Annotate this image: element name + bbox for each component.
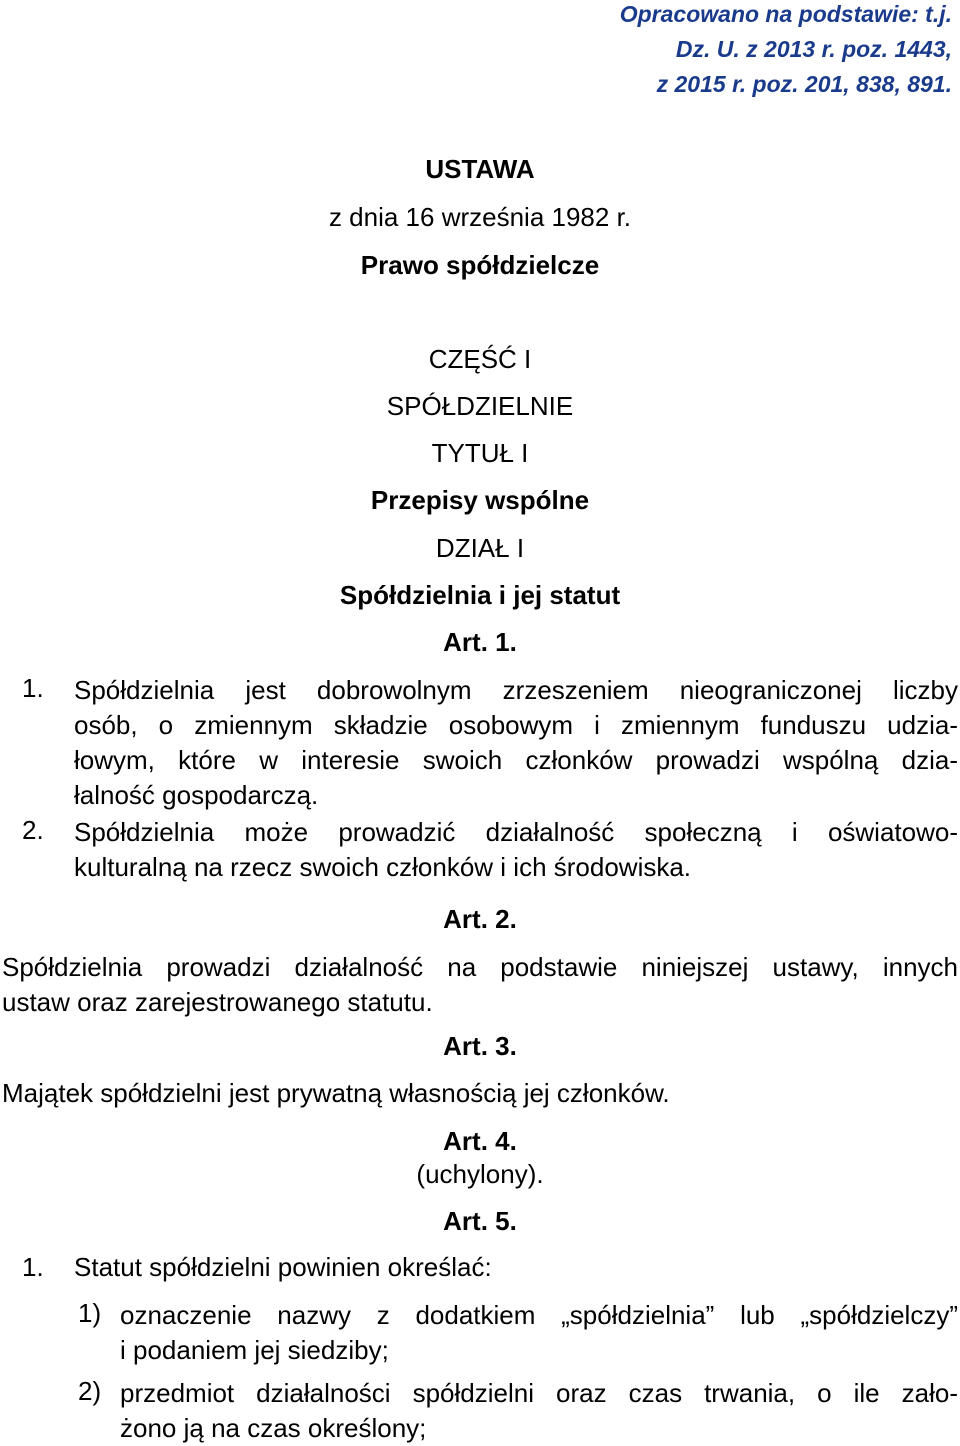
source-note-line-3: z 2015 r. poz. 201, 838, 891.	[656, 71, 952, 97]
art-3-heading: Art. 3.	[443, 1031, 517, 1061]
art-4-text: (uchylony).	[416, 1159, 544, 1189]
source-note-line-1: Opracowano na podstawie: t.j.	[619, 1, 952, 27]
act-date: z dnia 16 września 1982 r.	[328, 202, 632, 232]
art-5-item-1-text	[120, 1298, 958, 1368]
art-5-item-1-number: 1)	[78, 1298, 102, 1328]
art-1-para-2-line-1: Spółdzielnia może prowadzić działalność społeczną i oświatowo-	[74, 817, 958, 847]
art-2-heading: Art. 2.	[443, 904, 517, 934]
art-2-line-1: Spółdzielnia prowadzi działalność na podstawie niniejszej ustawy, innych	[2, 952, 958, 982]
act-type: USTAWA	[425, 154, 535, 184]
art-5-item-2-text	[120, 1376, 958, 1446]
art-1-para-1-number: 1.	[22, 673, 44, 703]
art-5-heading: Art. 5.	[443, 1206, 517, 1236]
act-name: Prawo spółdzielcze	[360, 250, 600, 280]
art-5-para-1-text: Statut spółdzielni powinien określać:	[74, 1252, 492, 1282]
division-heading: DZIAŁ I	[435, 533, 525, 563]
title-name: Przepisy wspólne	[370, 485, 590, 515]
art-1-para-2-number: 2.	[22, 815, 44, 845]
art-1-para-1-line-3: łowym, które w interesie swoich członków prowadzi wspólną dzia-	[74, 745, 958, 776]
art-5-item-2-number: 2)	[78, 1376, 102, 1406]
source-note-line-2: Dz. U. z 2013 r. poz. 1443,	[675, 36, 952, 62]
art-1-para-1-line-4: łalność gospodarczą.	[74, 780, 319, 811]
art-5-item-2-line-1: przedmiot działalności spółdzielni oraz czas trwania, o ile zało-	[120, 1378, 958, 1408]
art-5-item-2-line-2: żono ją na czas określony;	[120, 1413, 427, 1444]
division-title: Spółdzielnia i jej statut	[339, 580, 621, 610]
art-2-text	[2, 950, 958, 1020]
art-2-line-2: ustaw oraz zarejestrowanego statutu.	[2, 987, 433, 1018]
art-1-para-1-line-1: Spółdzielnia jest dobrowolnym zrzeszeniem nieograniczonej liczby	[74, 675, 958, 705]
art-1-heading: Art. 1.	[443, 627, 517, 657]
art-3-text: Majątek spółdzielni jest prywatną własnością jej członków.	[2, 1078, 670, 1108]
part-title: SPÓŁDZIELNIE	[386, 391, 574, 421]
part-heading: CZĘŚĆ I	[428, 344, 532, 374]
art-4-heading: Art. 4.	[443, 1126, 517, 1156]
title-heading: TYTUŁ I	[431, 438, 529, 468]
art-5-para-1-number: 1.	[22, 1252, 44, 1282]
art-1-para-1-line-2: osób, o zmiennym składzie osobowym i zmiennym funduszu udzia-	[74, 710, 958, 741]
art-1-para-2-line-2: kulturalną na rzecz swoich członków i ich środowiska.	[74, 852, 692, 883]
art-1-para-1-text	[74, 673, 958, 813]
art-5-item-1-line-1: oznaczenie nazwy z dodatkiem „spółdzielnia” lub „spółdzielczy”	[120, 1300, 958, 1330]
art-1-para-2-text	[74, 815, 958, 885]
art-5-item-1-line-2: i podaniem jej siedziby;	[120, 1335, 389, 1366]
